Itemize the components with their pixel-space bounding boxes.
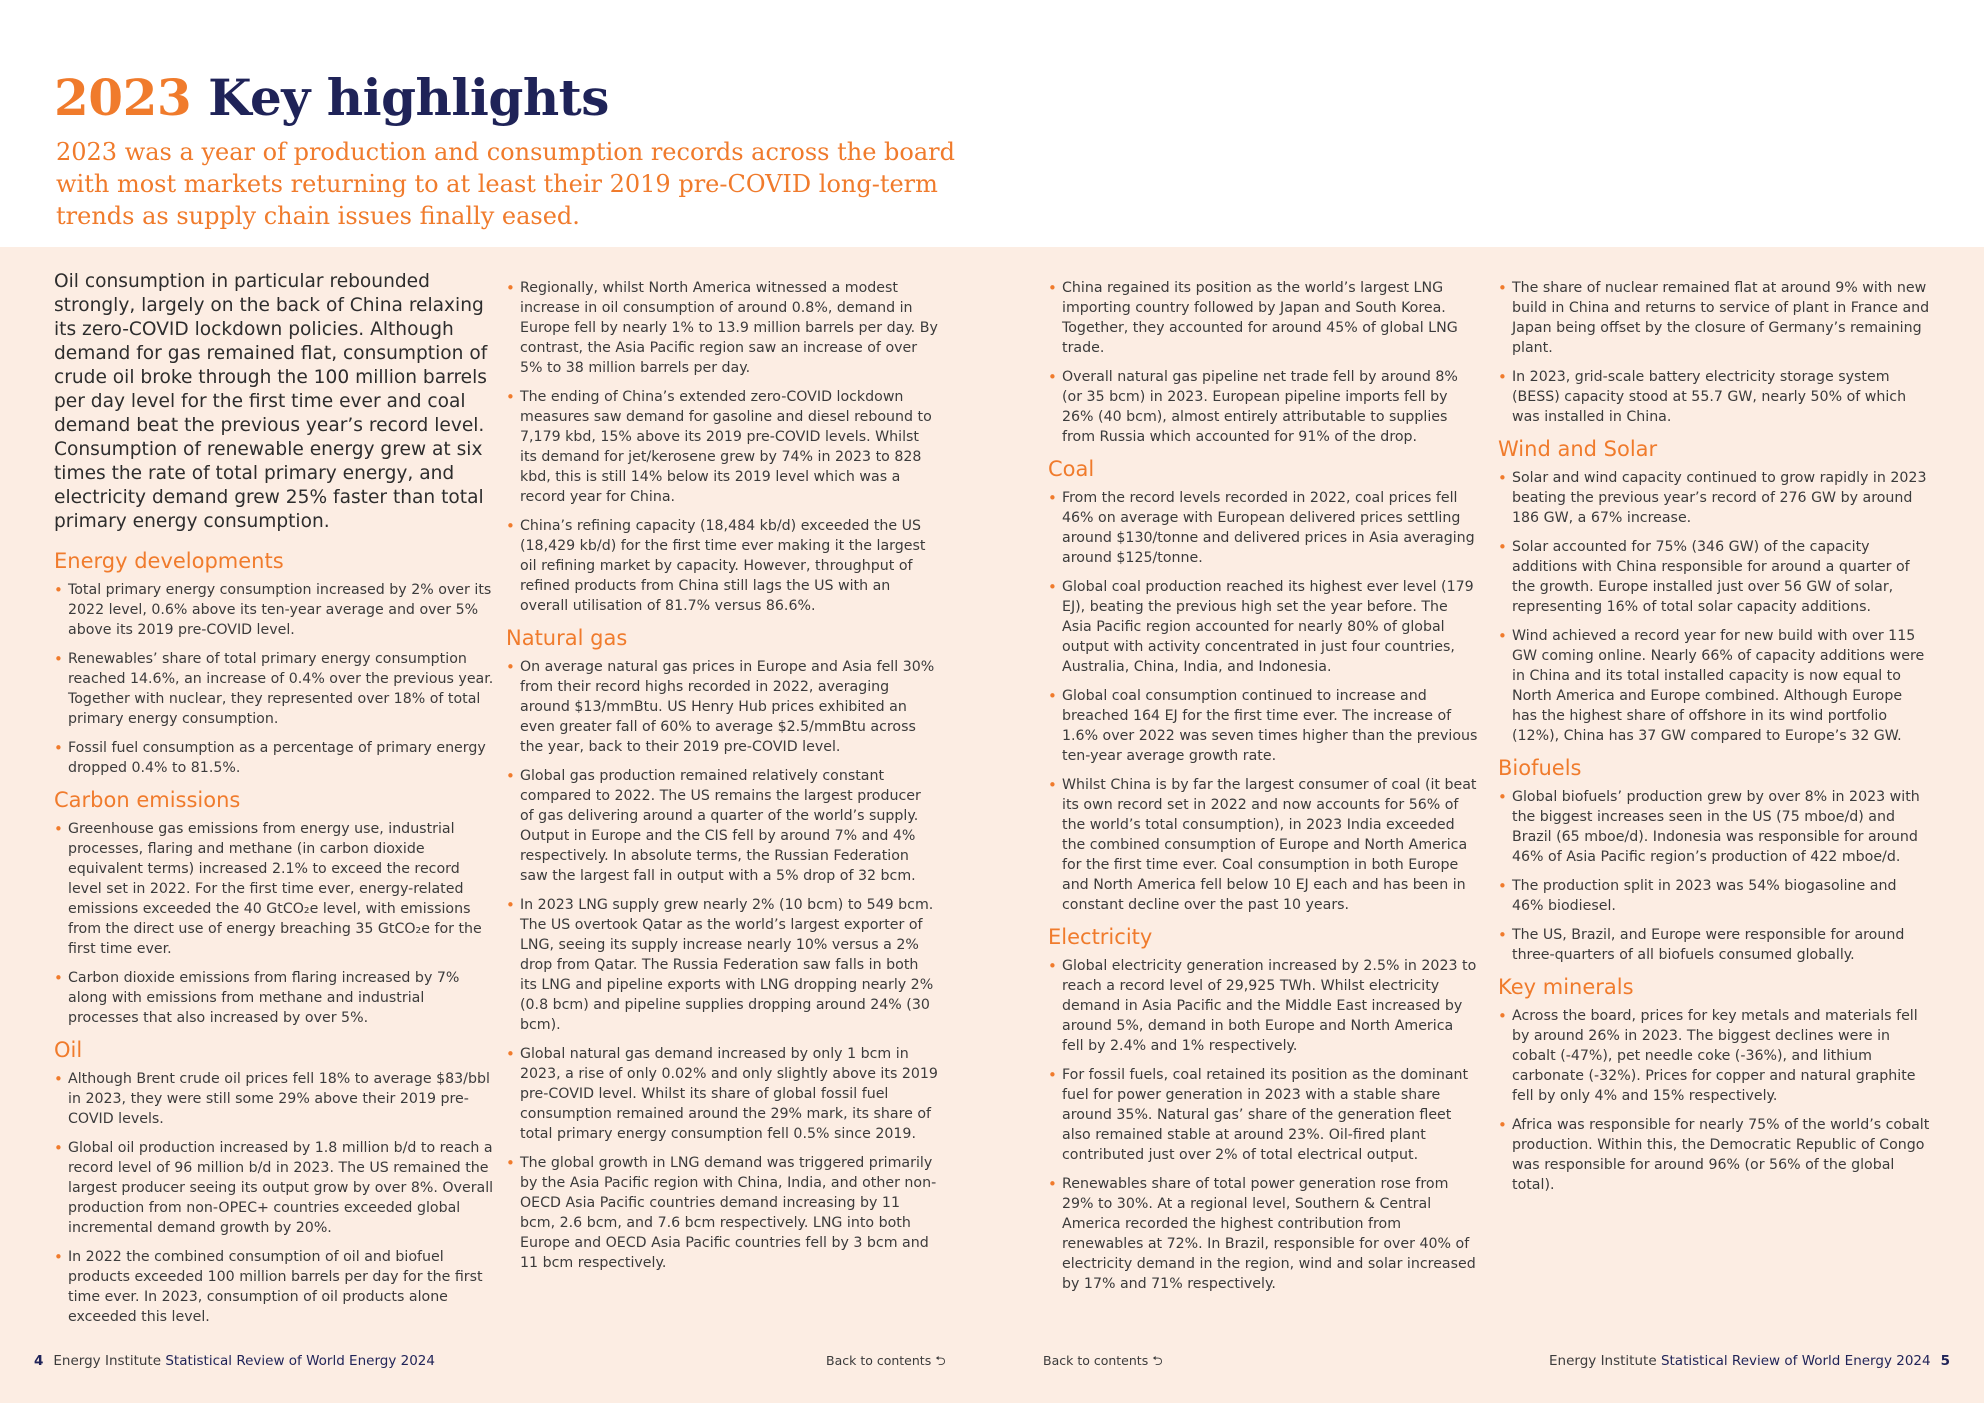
list-item: • Wind achieved a record year for new build with over 115 GW coming online. Nearly 66% of capacity additions were in China and its total installed capacity is now equal to North America and Europe combined. Although Europe has the highest share of offshore in its wind portfolio (12%), China has 37 GW compared to Europe’s 32 GW.	[1498, 626, 1930, 746]
heading-coal: Coal	[1048, 457, 1095, 481]
heading-key-minerals: Key minerals	[1498, 975, 1634, 999]
list-item: • In 2022 the combined consumption of oil and biofuel products exceeded 100 million barrels per day for the first time ever. In 2023, consumption of oil products alone exceeded this level.	[54, 1247, 494, 1327]
list-item: • Whilst China is by far the largest consumer of coal (it beat its own record set in 2022 and now accounts for 56% of the world’s total consumption), in 2023 India exceeded the combined consumption of Europe and North America for the first time ever. Coal consumption in both Europe and North America fell below 10 EJ each and has been in constant decline over the past 10 years.	[1048, 775, 1478, 915]
header-area	[0, 0, 1984, 247]
list-item: • Global natural gas demand increased by only 1 bcm in 2023, a rise of only 0.02% and only slightly above its 2019 pre-COVID level. Whilst its share of global fossil fuel consumption remained around the 29% mark, its share of total primary energy consumption fell 0.5% since 2019.	[506, 1044, 938, 1144]
list-item: • The share of nuclear remained flat at around 9% with new build in China and returns to service of plant in France and Japan being offset by the closure of Germany’s remaining plant.	[1498, 278, 1930, 358]
list-oil	[54, 1069, 494, 1327]
page-number-left: 4	[34, 1353, 44, 1369]
heading-electricity: Electricity	[1048, 925, 1153, 949]
heading-carbon-emissions: Carbon emissions	[54, 788, 241, 812]
footer-right	[1549, 1352, 1950, 1370]
page-subtitle: 2023 was a year of production and consumption records across the board with most markets returning to at least their 2019 pre-COVID long-term trends as supply chain issues finally eased.	[56, 138, 956, 230]
list-item: • From the record levels recorded in 2022, coal prices fell 46% on average with European delivered prices settling around $130/tonne and delivered prices in Asia averaging around $125/tonne.	[1048, 488, 1478, 568]
back-to-contents-label[interactable]: Back to contents	[1043, 1353, 1149, 1368]
list-item: • Africa was responsible for nearly 75% of the world’s cobalt production. Within this, the Democratic Republic of Congo was responsible for around 96% (or 56% of the global total).	[1498, 1115, 1930, 1195]
list-item: • The US, Brazil, and Europe were responsible for around three-quarters of all biofuels consumed globally.	[1498, 925, 1930, 965]
column-1	[54, 270, 494, 1336]
footer-publication: Statistical Review of World Energy 2024	[1660, 1353, 1931, 1369]
page-number-right: 5	[1940, 1353, 1950, 1369]
list-item: • Renewables share of total power generation rose from 29% to 30%. At a regional level, Southern & Central America recorded the highest contribution from renewables at 72%. In Brazil, responsible for over 40% of electricity demand in the region, wind and solar increased by 17% and 71% respectively.	[1048, 1174, 1478, 1294]
list-oil-continued	[506, 278, 938, 616]
list-natural-gas	[506, 657, 938, 1273]
list-item: • The global growth in LNG demand was triggered primarily by the Asia Pacific region with China, India, and other non-OECD Asia Pacific countries demand increasing by 11 bcm, 2.6 bcm, and 7.6 bcm respectively. LNG into both Europe and OECD Asia Pacific countries fell by 3 bcm and 11 bcm respectively.	[506, 1153, 938, 1273]
list-carbon-emissions	[54, 819, 494, 1028]
list-item: • Across the board, prices for key metals and materials fell by around 26% in 2023. The biggest declines were in cobalt (-47%), pet needle coke (-36%), and lithium carbonate (-32%). Prices for copper and natural graphite fell by only 4% and 15% respectively.	[1498, 1006, 1930, 1106]
footer-publisher: Energy Institute	[53, 1353, 162, 1369]
back-to-contents-link-left[interactable]	[826, 1352, 946, 1371]
list-coal	[1048, 488, 1478, 915]
list-item: • Greenhouse gas emissions from energy use, industrial processes, flaring and methane (in carbon dioxide equivalent terms) increased 2.1% to exceed the record level set in 2022. For the first time ever, energy-related emissions exceeded the 40 GtCO₂e level, with emissions from the direct use of energy breaching 35 GtCO₂e for the first time ever.	[54, 819, 494, 959]
list-item: • Global oil production increased by 1.8 million b/d to reach a record level of 96 million b/d in 2023. The US remained the largest producer seeing its output grow by over 8%. Overall production from non-OPEC+ countries exceeded global incremental demand growth by 20%.	[54, 1138, 494, 1238]
list-item: • For fossil fuels, coal retained its position as the dominant fuel for power generation in 2023 with a stable share around 35%. Natural gas’ share of the generation fleet also remained stable at around 23%. Oil-fired plant contributed just over 2% of total electrical output.	[1048, 1065, 1478, 1165]
title-year: 2023	[54, 68, 192, 127]
list-biofuels	[1498, 787, 1930, 965]
list-item: • The ending of China’s extended zero-COVID lockdown measures saw demand for gasoline and diesel rebound to 7,179 kbd, 15% above its 2019 pre-COVID levels. Whilst its demand for jet/kerosene grew by 74% in 2023 to 828 kbd, this is still 14% below its 2019 level which was a record year for China.	[506, 387, 938, 507]
footer-left	[34, 1352, 435, 1370]
heading-biofuels: Biofuels	[1498, 756, 1582, 780]
list-item: • Fossil fuel consumption as a percentage of primary energy dropped 0.4% to 81.5%.	[54, 738, 494, 778]
heading-natural-gas: Natural gas	[506, 626, 628, 650]
footer-publisher: Energy Institute	[1549, 1353, 1657, 1369]
list-item: • Renewables’ share of total primary energy consumption reached 14.6%, an increase of 0.4% over the previous year. Together with nuclear, they represented over 18% of total primary energy consumption.	[54, 649, 494, 729]
title-text: Key highlights	[208, 68, 609, 127]
list-natural-gas-continued	[1048, 278, 1478, 447]
list-item: • On average natural gas prices in Europe and Asia fell 30% from their record highs recorded in 2022, averaging around $13/mmBtu. US Henry Hub prices exhibited an even greater fall of 60% to average $2.5/mmBtu across the year, back to their 2019 pre-COVID level.	[506, 657, 938, 757]
column-3	[1048, 278, 1478, 1303]
list-electricity	[1048, 956, 1478, 1294]
list-item: • Global biofuels’ production grew by over 8% in 2023 with the biggest increases seen in the US (75 mboe/d) and Brazil (65 mboe/d). Indonesia was responsible for around 46% of Asia Pacific region’s production of 422 mboe/d.	[1498, 787, 1930, 867]
list-item: • Solar and wind capacity continued to grow rapidly in 2023 beating the previous year’s record of 276 GW by around 186 GW, a 67% increase.	[1498, 468, 1930, 528]
list-item: • In 2023 LNG supply grew nearly 2% (10 bcm) to 549 bcm. The US overtook Qatar as the world’s largest exporter of LNG, seeing its supply increase nearly 10% versus a 2% drop from Qatar. The Russia Federation saw falls in both its LNG and pipeline exports with LNG dropping nearly 2% (0.8 bcm) and pipeline supplies dropping around 24% (30 bcm).	[506, 895, 938, 1035]
page-title	[54, 66, 609, 130]
list-energy-developments	[54, 580, 494, 778]
footer-publication: Statistical Review of World Energy 2024	[165, 1353, 435, 1369]
list-item: • China’s refining capacity (18,484 kb/d) exceeded the US (18,429 kb/d) for the first time ever making it the largest oil refining market by capacity. However, throughput of refined products from China still lags the US with an overall utilisation of 81.7% versus 86.6%.	[506, 516, 938, 616]
back-to-contents-link-right[interactable]	[1043, 1352, 1163, 1371]
list-item: • Solar accounted for 75% (346 GW) of the capacity additions with China responsible for around a quarter of the growth. Europe installed just over 56 GW of solar, representing 16% of total solar capacity additions.	[1498, 537, 1930, 617]
list-wind-solar	[1498, 468, 1930, 746]
column-2	[506, 278, 938, 1282]
heading-wind-solar: Wind and Solar	[1498, 437, 1658, 461]
list-electricity-continued	[1498, 278, 1930, 427]
list-item: • Global electricity generation increased by 2.5% in 2023 to reach a record level of 29,925 TWh. Whilst electricity demand in Asia Pacific and the Middle East increased by around 5%, demand in both Europe and North America fell by 2.4% and 1% respectively.	[1048, 956, 1478, 1056]
list-item: • Global coal consumption continued to increase and breached 164 EJ for the first time ever. The increase of 1.6% over 2022 was seven times higher than the previous ten-year average growth rate.	[1048, 686, 1478, 766]
list-item: • Global coal production reached its highest ever level (179 EJ), beating the previous high set the year before. The Asia Pacific region accounted for nearly 80% of global output with activity concentrated in just four countries, Australia, China, India, and Indonesia.	[1048, 577, 1478, 677]
heading-energy-developments: Energy developments	[54, 549, 284, 573]
list-key-minerals	[1498, 1006, 1930, 1195]
heading-oil: Oil	[54, 1038, 83, 1062]
list-item: • Global gas production remained relatively constant compared to 2022. The US remains the largest producer of gas delivering around a quarter of the world’s supply. Output in Europe and the CIS fell by around 7% and 4% respectively. In absolute terms, the Russian Federation saw the largest fall in output with a 5% drop of 32 bcm.	[506, 766, 938, 886]
back-to-contents-label[interactable]: Back to contents	[826, 1353, 932, 1368]
column-4	[1498, 278, 1930, 1204]
list-item: • Overall natural gas pipeline net trade fell by around 8% (or 35 bcm) in 2023. European pipeline imports fell by 26% (40 bcm), almost entirely attributable to supplies from Russia which accounted for 91% of the drop.	[1048, 367, 1478, 447]
list-item: • Regionally, whilst North America witnessed a modest increase in oil consumption of around 0.8%, demand in Europe fell by nearly 1% to 13.9 million barrels per day. By contrast, the Asia Pacific region saw an increase of over 5% to 38 million barrels per day.	[506, 278, 938, 378]
list-item: • In 2023, grid-scale battery electricity storage system (BESS) capacity stood at 55.7 GW, nearly 50% of which was installed in China.	[1498, 367, 1930, 427]
lead-paragraph: Oil consumption in particular rebounded strongly, largely on the back of China relaxing its zero-COVID lockdown policies. Although demand for gas remained flat, consumption of crude oil broke through the 100 million barrels per day level for the first time ever and coal demand beat the previous year’s record level. Consumption of renewable energy grew at six times the rate of total primary energy, and electricity demand grew 25% faster than total primary energy consumption.	[54, 271, 488, 532]
list-item: • Although Brent crude oil prices fell 18% to average $83/bbl in 2023, they were still some 29% above their 2019 pre-COVID levels.	[54, 1069, 494, 1129]
list-item: • Carbon dioxide emissions from flaring increased by 7% along with emissions from methane and industrial processes that also increased by over 5%.	[54, 968, 494, 1028]
list-item: • China regained its position as the world’s largest LNG importing country followed by Japan and South Korea. Together, they accounted for around 45% of global LNG trade.	[1048, 278, 1478, 358]
return-arrow-icon[interactable]: ⮌	[935, 1354, 946, 1369]
list-item: • Total primary energy consumption increased by 2% over its 2022 level, 0.6% above its ten-year average and over 5% above its 2019 pre-COVID level.	[54, 580, 494, 640]
list-item: • The production split in 2023 was 54% biogasoline and 46% biodiesel.	[1498, 876, 1930, 916]
return-arrow-icon[interactable]: ⮌	[1152, 1354, 1163, 1369]
